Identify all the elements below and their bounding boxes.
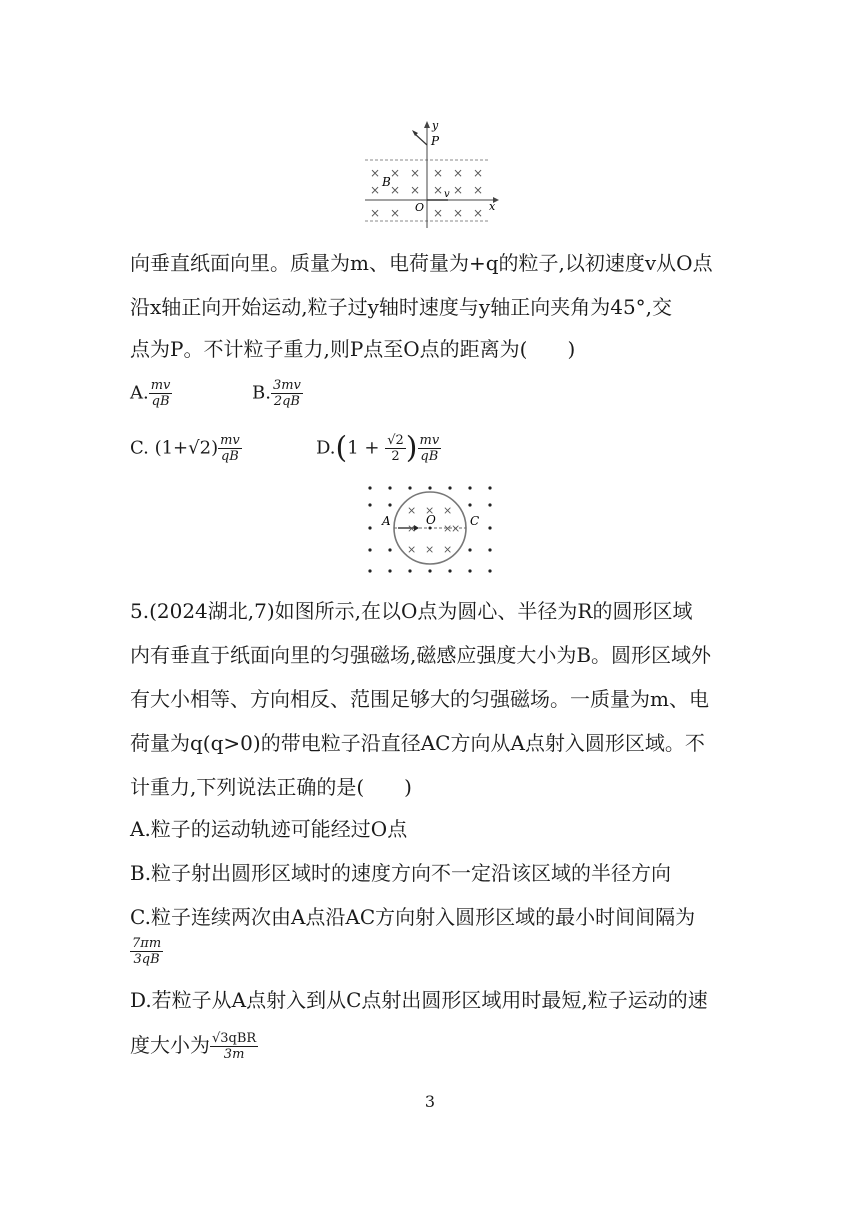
fraction [130, 936, 163, 967]
figure-circular-field [360, 478, 500, 578]
q5-text-line-2: 内有垂直于纸面向里的匀强磁场,磁感应强度大小为B。圆形区域外 [130, 643, 712, 667]
denominator: qB [420, 449, 439, 464]
denominator: 3m [223, 1047, 245, 1062]
close-paren: ) [211, 437, 219, 459]
cross-mark: × [370, 166, 381, 180]
cross-mark: × [451, 522, 461, 535]
cross-mark: × [407, 522, 417, 535]
fraction [210, 1031, 258, 1062]
numerator: mv [150, 378, 171, 393]
q4-text-line-1: 向垂直纸面向里。质量为m、电荷量为+q的粒子,以初速度v从O点 [130, 251, 713, 275]
cross-mark: × [453, 166, 464, 180]
option-letter: A. [130, 382, 149, 404]
fig1-label-P: P [431, 134, 440, 148]
cross-mark: × [425, 504, 435, 517]
cross-mark: × [443, 543, 453, 556]
option-d-text: 度大小为 [130, 1033, 210, 1057]
q4-option-d [316, 430, 441, 466]
denominator: qB [151, 394, 170, 409]
denominator: 2qB [273, 394, 300, 409]
cross-mark: × [407, 543, 417, 556]
fraction [385, 433, 406, 464]
cross-mark: × [370, 183, 381, 197]
cross-mark: × [370, 206, 381, 220]
cross-mark: × [390, 166, 401, 180]
page-number: 3 [424, 1092, 436, 1111]
q5-text-line-5: 计重力,下列说法正确的是( ) [130, 775, 412, 799]
fraction [149, 378, 173, 409]
cross-mark: × [410, 166, 421, 180]
q5-option-d-line-1: D.若粒子从A点射入到从C点射出圆形区域用时最短,粒子运动的速 [130, 988, 708, 1012]
q5-option-a: A.粒子的运动轨迹可能经过O点 [130, 817, 408, 841]
fig2-label-O: O [426, 513, 436, 527]
cross-mark: × [407, 504, 417, 517]
cross-mark: × [433, 183, 444, 197]
fig1-label-x: x [489, 200, 496, 213]
cross-mark: × [433, 166, 444, 180]
numerator: √3qBR [212, 1031, 257, 1046]
cross-mark: × [443, 504, 453, 517]
denominator: qB [220, 449, 239, 464]
cross-mark: × [443, 522, 453, 535]
denominator: 2 [391, 449, 400, 464]
close-paren: ) [405, 430, 418, 466]
q5-text-line-1: 5.(2024湖北,7)如图所示,在以O点为圆心、半径为R的圆形区域 [130, 599, 693, 623]
term-one: 1 + [347, 437, 380, 459]
numerator: 3mv [272, 378, 301, 393]
open-paren: ( [335, 430, 348, 466]
cross-mark: × [390, 183, 401, 197]
q5-option-c: C.粒子连续两次由A点沿AC方向射入圆形区域的最小时间间隔为 [130, 905, 696, 929]
cross-mark: × [390, 206, 401, 220]
numerator: mv [220, 433, 240, 448]
fraction [418, 433, 442, 464]
q5-text-line-4: 荷量为q(q>0)的带电粒子沿直径AC方向从A点射入圆形区域。不 [130, 731, 705, 755]
figure-magnetic-strip [360, 120, 500, 230]
cross-mark: × [473, 206, 484, 220]
cross-mark: × [425, 543, 435, 556]
q4-option-a [130, 378, 172, 409]
fig1-label-B: B [382, 175, 391, 189]
q4-option-c [130, 433, 242, 464]
cross-mark: × [410, 183, 421, 197]
option-letter: B. [252, 382, 271, 404]
numerator: 7πm [132, 936, 162, 951]
q4-text-line-2: 沿x轴正向开始运动,粒子过y轴时速度与y轴正向夹角为45°,交 [130, 295, 673, 319]
fig1-label-O: O [415, 201, 425, 214]
q4-text-line-3: 点为P。不计粒子重力,则P点至O点的距离为( ) [130, 337, 576, 361]
fig2-crosses [407, 504, 460, 556]
cross-mark: × [433, 206, 444, 220]
q4-option-b [252, 378, 303, 409]
option-prefix: C. (1+ [130, 437, 189, 459]
numerator: √2 [387, 433, 404, 448]
fraction [271, 378, 303, 409]
cross-mark: × [453, 183, 464, 197]
cross-mark: × [473, 183, 484, 197]
option-letter: D. [316, 437, 336, 459]
q5-option-c-fraction [130, 936, 163, 967]
cross-mark: × [453, 206, 464, 220]
fraction [218, 433, 242, 464]
numerator: mv [419, 433, 440, 448]
denominator: 3qB [133, 952, 160, 967]
sqrt-two: √2 [188, 437, 212, 459]
cross-mark: × [473, 166, 484, 180]
q5-option-b: B.粒子射出圆形区域时的速度方向不一定沿该区域的半径方向 [130, 861, 672, 885]
fig1-label-y: y [432, 120, 439, 132]
fig2-label-A: A [382, 514, 391, 528]
fig2-label-C: C [470, 514, 480, 528]
q5-text-line-3: 有大小相等、方向相反、范围足够大的匀强磁场。一质量为m、电 [130, 687, 709, 711]
fig1-label-v: v [444, 189, 450, 200]
q5-option-d-line-2 [130, 1030, 258, 1062]
